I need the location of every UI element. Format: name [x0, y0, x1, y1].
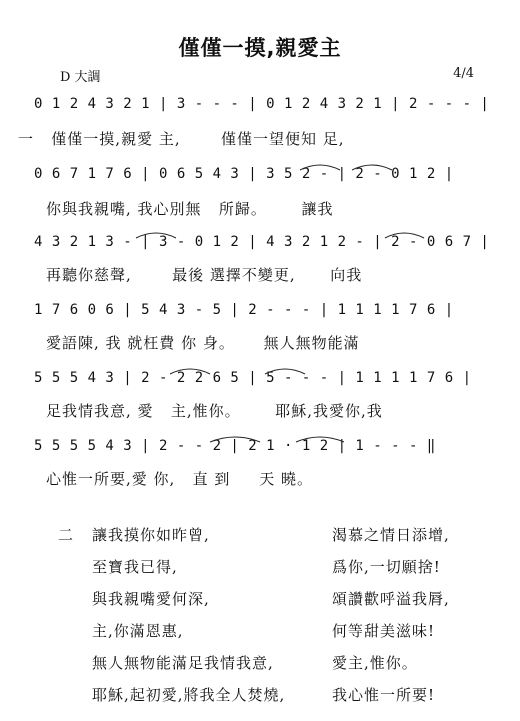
verse-line-left: 與我親嘴愛何深,: [92, 590, 210, 608]
notation-line-1: 0 1 2 4 3 2 1 | 3 - - - | 0 1 2 4 3 2 1 | 2 - - - |: [34, 96, 490, 112]
verse-line-right: 何等甜美滋味!: [332, 622, 436, 640]
time-signature: 4/4: [453, 66, 474, 81]
verse-line-right: 爲你,一切願捨!: [332, 558, 441, 576]
verse-line-right: 我心惟一所要!: [332, 686, 436, 704]
verse-line-left: 至寶我已得,: [92, 558, 178, 576]
verse-line-right: 頌讚歡呼溢我脣,: [332, 590, 450, 608]
verse-line-left: 主,你滿恩惠,: [92, 622, 184, 640]
verse-number: 二: [58, 526, 74, 544]
verse-line-right: 愛主,惟你。: [332, 654, 418, 672]
lyric-line-4: 愛語陳, 我 就枉費 你 身。 無人無物能滿: [46, 334, 360, 352]
verse-two: [0, 520, 520, 720]
lyric-line-3: 再聽你慈聲, 最後 選擇不變更, 向我: [46, 266, 363, 284]
notation-line-3: 4 3 2 1 3 - | 3 - 0 1 2 | 4 3 2 1 2 - | 2 - 0 6 7 |: [34, 234, 490, 250]
verse-line-left: 耶穌,起初愛,將我全人焚燒,: [92, 686, 286, 704]
notation-line-4: 1 7 6 0 6 | 5 4 3 - 5 | 2 - - - | 1 1 1 1 7 6 |: [34, 302, 454, 318]
song-title: 僅僅一摸,親愛主: [178, 36, 342, 60]
notation-line-2: 0 6 7 1 7 6 | 0 6 5 4 3 | 3 5 2 - | 2 - 0 1 2 |: [34, 166, 454, 182]
notation-line-6: 5 5 5 5 4 3 | 2 - - 2 | 2 1 · 1 2 | 1 - - - ‖: [34, 438, 436, 454]
lyric-line-2: 你與我親嘴, 我心別無 所歸。 讓我: [46, 200, 334, 218]
lyric-line-5: 足我情我意, 愛 主,惟你。 耶穌,我愛你,我: [46, 402, 383, 420]
key-signature: D 大調: [60, 70, 101, 85]
verse-line-right: 渴慕之情日添增,: [332, 526, 450, 544]
notation-line-5: 5 5 5 4 3 | 2 - 2 2 6 5 | 5 - - - | 1 1 1 1 7 6 |: [34, 370, 472, 386]
verse-line-left: 無人無物能滿足我情我意,: [92, 654, 274, 672]
lyric-line-1: 一 僅僅一摸,親愛 主, 僅僅一望便知 足,: [18, 130, 345, 148]
verse-line-left: 讓我摸你如昨曾,: [92, 526, 210, 544]
lyric-line-6: 心惟一所要,愛 你, 直 到 天 曉。: [46, 470, 313, 488]
